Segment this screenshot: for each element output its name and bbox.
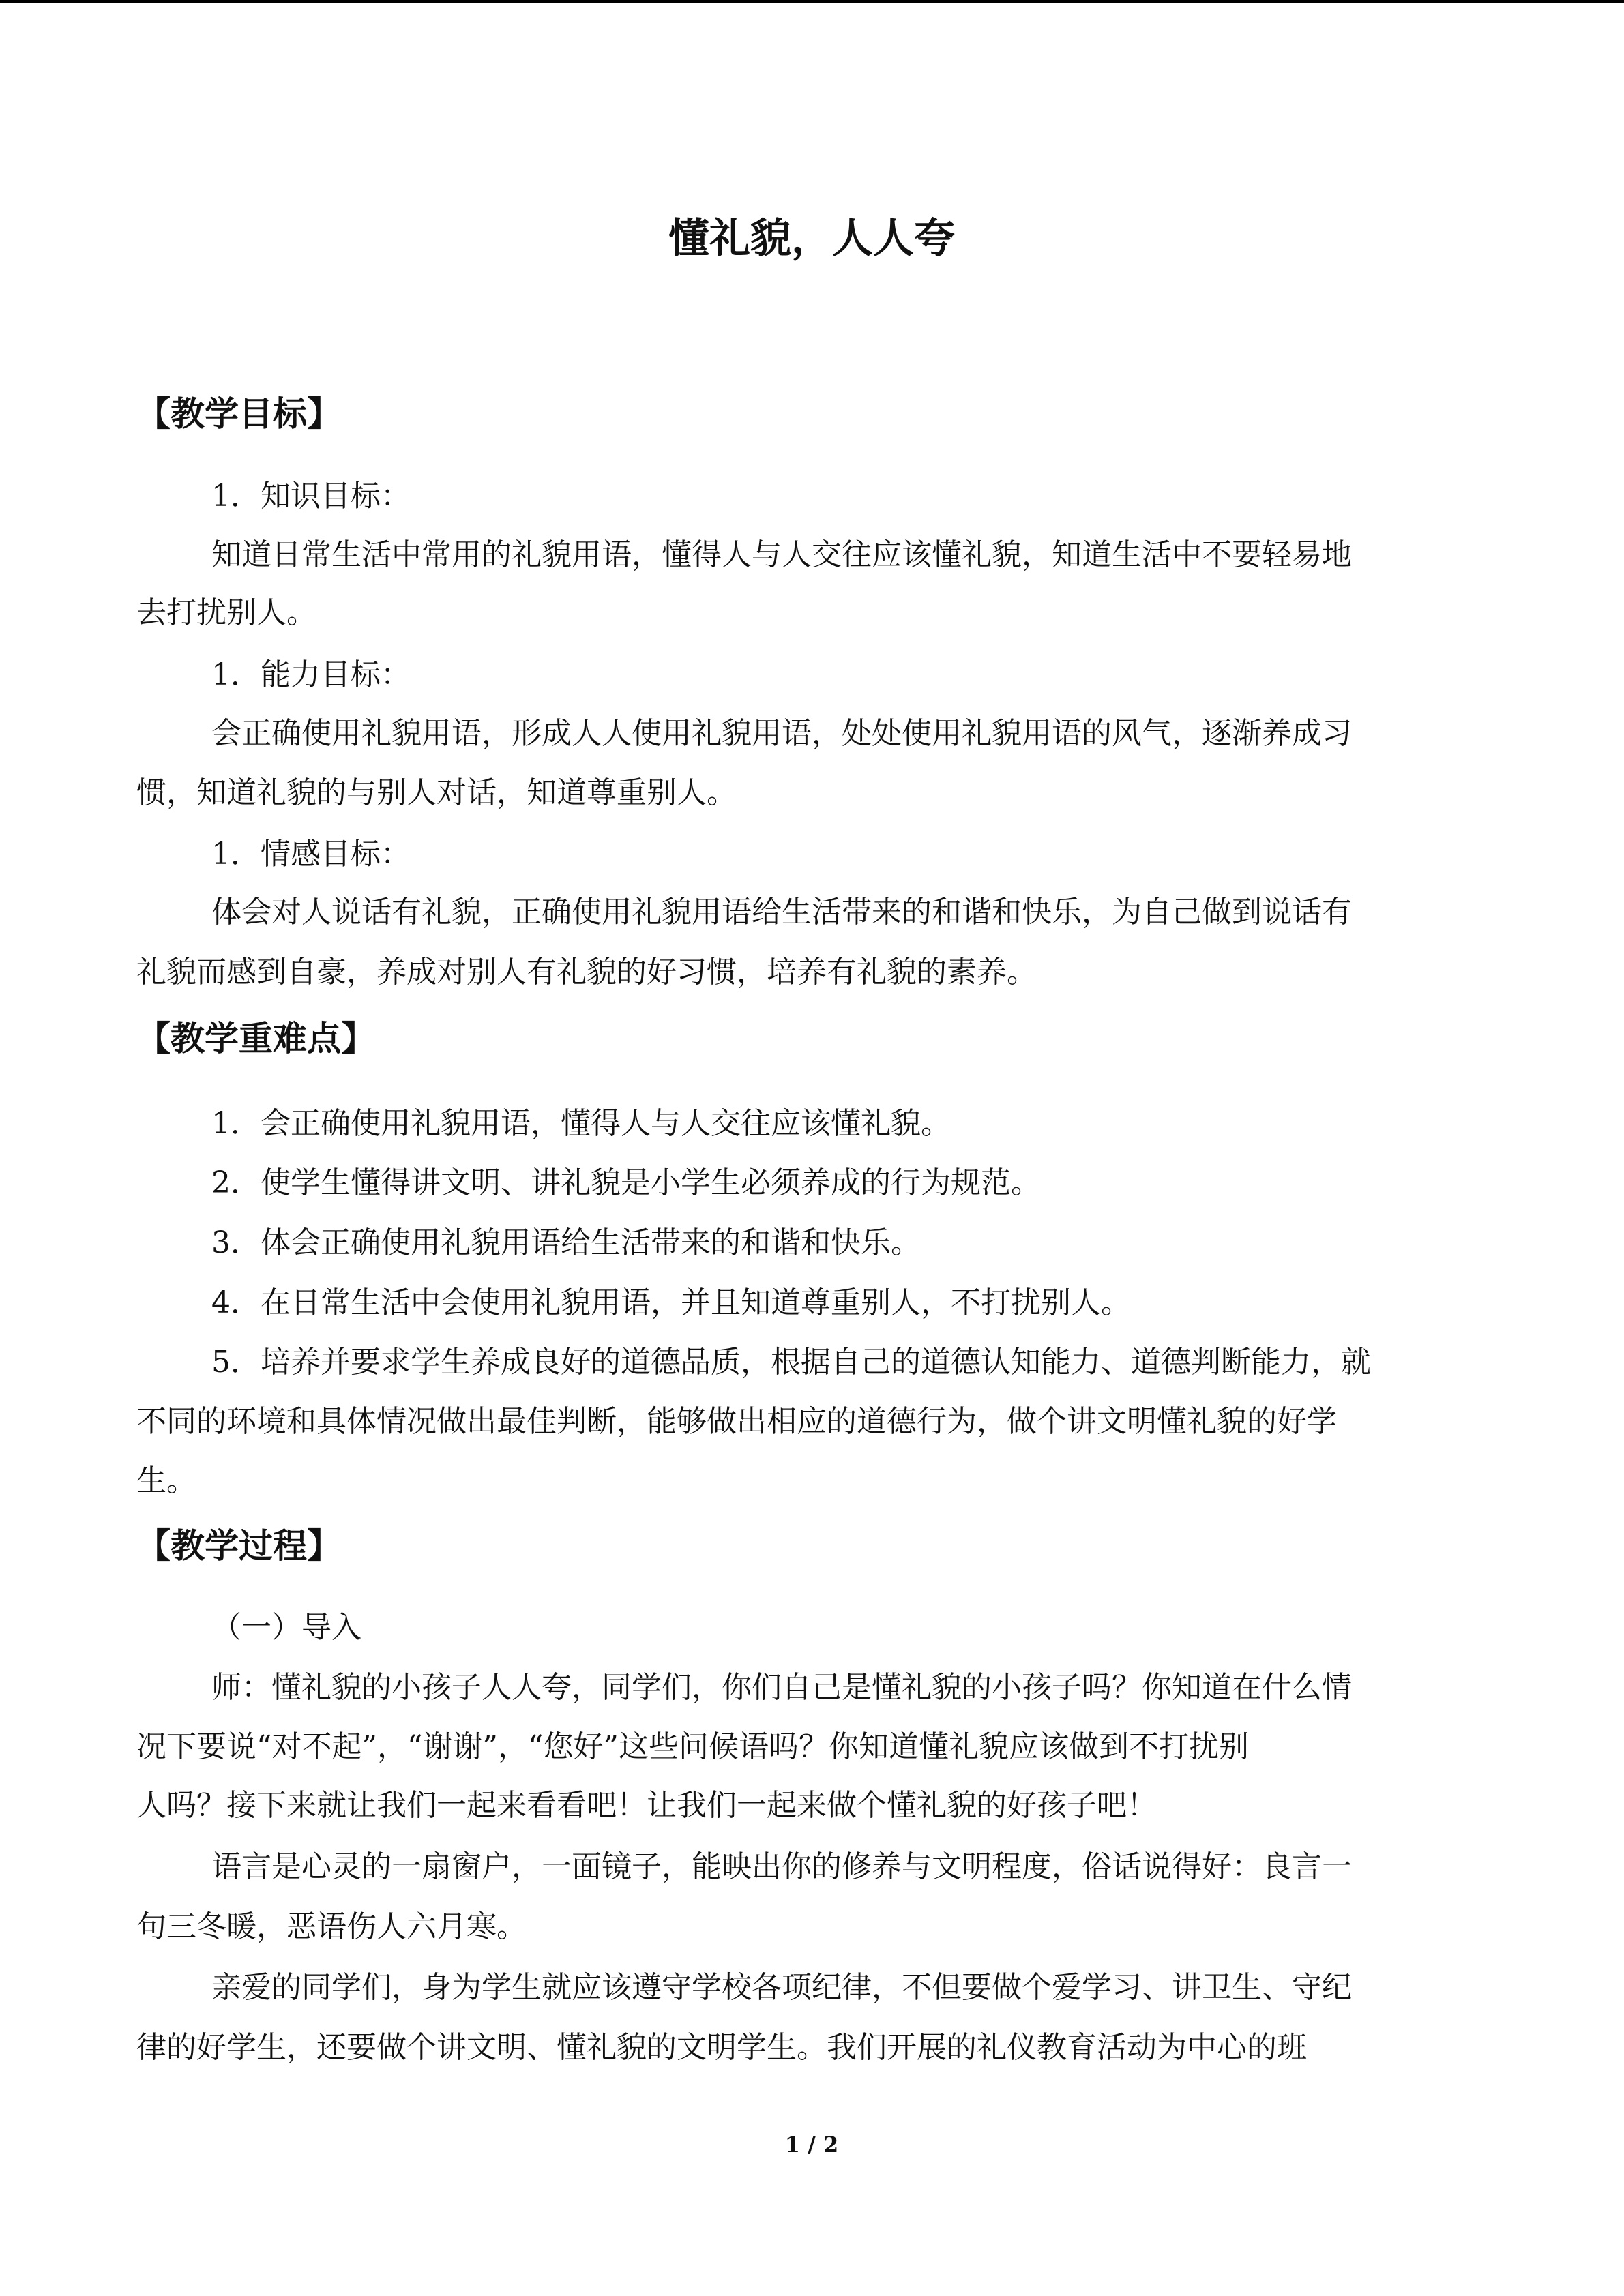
paragraph-line: 1．会正确使用礼貌用语，懂得人与人交往应该懂礼貌。	[211, 1106, 951, 1141]
paragraph-line: 人吗？接下来就让我们一起来看看吧！让我们一起来做个懂礼貌的好孩子吧！	[136, 1788, 1157, 1823]
paragraph-line: 5．培养并要求学生养成良好的道德品质，根据自己的道德认知能力、道德判断能力，就	[211, 1345, 1371, 1380]
paragraph-line: 1．情感目标：	[211, 837, 411, 871]
document-page	[136, 0, 1487, 2296]
paragraph-line: 生。	[136, 1463, 196, 1498]
paragraph-line: 律的好学生，还要做个讲文明、懂礼貌的文明学生。我们开展的礼仪教育活动为中心的班	[136, 2030, 1307, 2065]
page-number: 1 / 2	[784, 2132, 839, 2158]
paragraph-line: 不同的环境和具体情况做出最佳判断，能够做出相应的道德行为，做个讲文明懂礼貌的好学	[136, 1404, 1337, 1439]
paragraph-line: 师：懂礼貌的小孩子人人夸，同学们，你们自己是懂礼貌的小孩子吗？你知道在什么情	[211, 1670, 1352, 1705]
paragraph-line: 况下要说“对不起”，“谢谢”，“您好”这些问候语吗？你知道懂礼貌应该做到不打扰别	[136, 1729, 1249, 1764]
paragraph-line: 语言是心灵的一扇窗户，一面镜子，能映出你的修养与文明程度，俗话说得好：良言一	[211, 1849, 1352, 1884]
paragraph-line: 礼貌而感到自豪，养成对别人有礼貌的好习惯，培养有礼貌的素养。	[136, 955, 1037, 989]
paragraph-line: 亲爱的同学们，身为学生就应该遵守学校各项纪律，不但要做个爱学习、讲卫生、守纪	[211, 1970, 1352, 2005]
section-heading-keypoints: 【教学重难点】	[136, 1019, 375, 1058]
paragraph-line: 3．体会正确使用礼貌用语给生活带来的和谐和快乐。	[211, 1225, 921, 1260]
paragraph-line: （一）导入	[211, 1610, 361, 1645]
paragraph-line: 知道日常生活中常用的礼貌用语，懂得人与人交往应该懂礼貌，知道生活中不要轻易地	[211, 537, 1352, 572]
paragraph-line: 1．能力目标：	[211, 657, 411, 692]
paragraph-line: 1．知识目标：	[211, 479, 411, 513]
paragraph-line: 体会对人说话有礼貌，正确使用礼貌用语给生活带来的和谐和快乐，为自己做到说话有	[211, 895, 1352, 929]
paragraph-line: 4．在日常生活中会使用礼貌用语，并且知道尊重别人，不打扰别人。	[211, 1285, 1131, 1320]
paragraph-line: 2．使学生懂得讲文明、讲礼貌是小学生必须养成的行为规范。	[211, 1165, 1041, 1200]
paragraph-line: 句三冬暖，恶语伤人六月寒。	[136, 1909, 527, 1944]
paragraph-line: 惯，知道礼貌的与别人对话，知道尊重别人。	[136, 775, 737, 810]
document-title: 懂礼貌，人人夸	[668, 215, 955, 263]
section-heading-goals: 【教学目标】	[136, 394, 341, 434]
section-heading-process: 【教学过程】	[136, 1526, 341, 1566]
paragraph-line: 去打扰别人。	[136, 595, 316, 630]
paragraph-line: 会正确使用礼貌用语，形成人人使用礼貌用语，处处使用礼貌用语的风气，逐渐养成习	[211, 716, 1352, 751]
